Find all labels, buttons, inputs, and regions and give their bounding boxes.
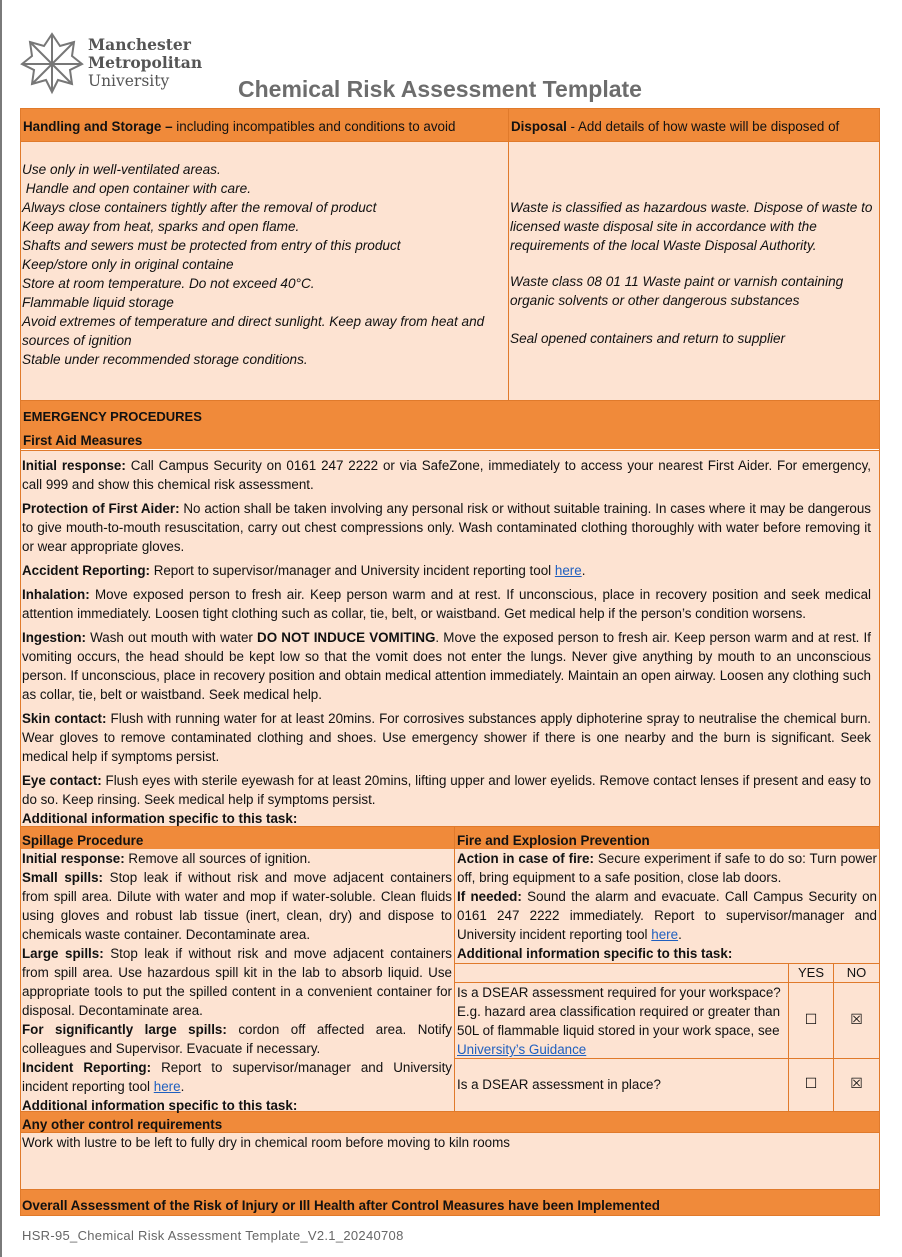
initial-response-paragraph [22, 456, 871, 494]
dsear-question-1 [455, 983, 789, 1058]
overall-assessment-heading: Overall Assessment of the Risk of Injury or Ill Health after Control Measures have been Implemented [21, 1189, 879, 1215]
no-column-header: NO [846, 965, 867, 980]
handling-line: Keep/store only in original containe [22, 257, 234, 272]
large-spills-label: Large spills: [22, 946, 104, 961]
spill-initial-label: Initial response: [22, 851, 125, 866]
handling-heading-rest: including incompatibles and conditions to avoid [172, 119, 456, 134]
dsear-question-row-1 [455, 983, 879, 1059]
accident-reporting-paragraph: Accident Reporting: Report to supervisor/manager and University incident reporting tool here. [22, 563, 586, 578]
first-aid-additional-label: Additional information specific to this task: [22, 811, 298, 826]
accident-label: Accident Reporting: [22, 563, 150, 578]
other-controls-heading: Any other control requirements [21, 1111, 879, 1132]
university-guidance-link[interactable]: University’s Guidance [457, 1042, 587, 1057]
incident-text: Report to supervisor/manager and University incident reporting tool [22, 1060, 452, 1094]
skin-text: Flush with running water for at least 20mins. For corrosives substances apply diphoterine spray to neutralise the chemical burn. Wear gloves to remove contaminated clothing and shoes. Use emergency shower if there is one nearby and the burn is significant. Seek medical help if symptoms persist. [22, 711, 872, 764]
handling-heading-bold: Handling and Storage – [23, 119, 173, 134]
fire-content [455, 849, 879, 1111]
dsear-table [455, 963, 879, 1111]
inhalation-paragraph [22, 585, 871, 623]
handling-disposal-header-row [21, 109, 879, 142]
handling-line: Keep away from heat, sparks and open flame. [22, 219, 300, 234]
significant-spills-text: cordon off affected area. Notify colleagues and Supervisor. Evacuate if necessary. [22, 1022, 452, 1056]
skin-contact-paragraph [22, 709, 871, 766]
handling-line: Shafts and sewers must be protected from entry of this product [22, 238, 401, 253]
handling-line: Avoid extremes of temperature and direct sunlight. Keep away from heat and sources of ignition [22, 314, 485, 348]
yes-column-header: YES [789, 964, 834, 982]
spillage-fire-header-row [21, 826, 879, 849]
disposal-paragraph: Waste class 08 01 11 Waste paint or varnish containing organic solvents or other dangerous substances [510, 274, 844, 308]
ingestion-label: Ingestion: [22, 630, 86, 645]
accident-reporting-link[interactable]: here [554, 563, 582, 578]
eye-label: Eye contact: [22, 773, 102, 788]
ingestion-paragraph [22, 628, 871, 704]
protection-label: Protection of First Aider: [22, 501, 180, 516]
fire-reporting-link[interactable]: here [651, 927, 679, 942]
small-spills-paragraph [22, 868, 452, 944]
handling-line: Handle and open container with care. [22, 181, 251, 196]
first-aid-content [21, 450, 879, 826]
significant-spills-paragraph [22, 1020, 452, 1058]
logo-line-3: University [88, 72, 170, 90]
inhalation-text: Move exposed person to fresh air. Keep person warm and at rest. If unconscious, place in recovery position and seek medical attention immediately. Loosen tight clothing such as collar, tie, belt, or waistband. Get medical help if the person’s condition worsens. [22, 587, 871, 621]
spill-initial-text: Remove all sources of ignition. [124, 851, 311, 866]
fire-action-text: Secure experiment if safe to do so: Turn power off, bring equipment to a safe position, close lab doors. [457, 851, 877, 885]
logo-line-2: Metropolitan [88, 53, 203, 72]
dsear-header-blank [455, 964, 789, 982]
eye-text: Flush eyes with sterile eyewash for at least 20mins, lifting upper and lower eyelids. Remove contact lenses if present and easy to do so. Keep rinsing. Seek medical help if symptoms persist. [22, 773, 872, 807]
document-footer: HSR-95_Chemical Risk Assessment Template_V2.1_20240708 [22, 1228, 404, 1243]
dsear-q1-no-checkbox[interactable]: ☒ [850, 1011, 863, 1027]
fire-action-paragraph [457, 849, 877, 887]
accident-text: Report to supervisor/manager and University incident reporting tool [149, 563, 555, 578]
assessment-table [20, 108, 880, 1216]
fire-needed-label: If needed: [457, 889, 522, 904]
fire-heading: Fire and Explosion Prevention [457, 833, 650, 848]
other-controls-content: Work with lustre to be left to fully dry in chemical room before moving to kiln rooms [21, 1132, 879, 1189]
dsear-q2-no-checkbox[interactable]: ☒ [850, 1075, 863, 1091]
handling-line: Store at room temperature. Do not exceed 40°C. [22, 276, 315, 291]
disposal-content [509, 142, 879, 400]
large-spills-text: Stop leak if without risk and move adjacent containers from spill area. Use hazardous spill kit in the lab to absorb liquid. Use appropriate tools to put the spilled content in a convenient container for disposal. Decontaminate area. [22, 946, 452, 1018]
logo-text [88, 36, 202, 90]
disposal-heading-rest: - Add details of how waste will be disposed of [566, 119, 840, 134]
ingestion-text-2: . Move the exposed person to fresh air. Keep person warm and at rest. If vomiting occurs, the head should be kept low so that the vomit does not enter the lungs. Never give anything by mouth to an unconscious person. If unconscious, place in recovery position and obtain medical attention immediately. Maintain an open airway. Loosen any clothing such as collar, tie, belt or waistband. Seek medical help. [22, 630, 871, 702]
protection-paragraph [22, 499, 871, 556]
emergency-heading: EMERGENCY PROCEDURES [23, 409, 202, 424]
incident-reporting-link[interactable]: here [153, 1079, 181, 1094]
disposal-paragraph: Waste is classified as hazardous waste. Dispose of waste to licensed waste disposal site in accordance with the requirements of the local Waste Disposal Authority. [510, 200, 873, 253]
dsear-q2-yes-checkbox[interactable]: ☐ [789, 1059, 834, 1111]
dsear-q1-yes-checkbox[interactable]: ☐ [789, 983, 834, 1058]
handling-line: Use only in well-ventilated areas. [22, 162, 221, 177]
dsear-question-1-text: Is a DSEAR assessment required for your workspace? E.g. hazard area classification required or greater than 50L of flammable liquid stored in your work space, see [457, 985, 781, 1038]
skin-label: Skin contact: [22, 711, 107, 726]
inhalation-label: Inhalation: [22, 587, 90, 602]
eye-contact-paragraph [22, 771, 871, 809]
dsear-question-row-2 [455, 1059, 879, 1111]
handling-heading [21, 109, 509, 141]
logo-line-1: Manchester [88, 35, 191, 54]
fire-needed-paragraph [457, 887, 877, 944]
emergency-header [21, 401, 879, 450]
handling-content [21, 142, 509, 400]
incident-end: . [180, 1079, 185, 1094]
fire-text-block [455, 849, 879, 963]
fire-additional-label: Additional information specific to this task: [457, 946, 733, 961]
incident-label: Incident Reporting: [22, 1060, 152, 1075]
small-spills-label: Small spills: [22, 870, 104, 885]
significant-spills-label: For significantly large spills: [22, 1022, 227, 1037]
fire-action-label: Action in case of fire: [457, 851, 594, 866]
handling-line: Flammable liquid storage [22, 295, 174, 310]
incident-reporting-paragraph [22, 1058, 452, 1096]
disposal-heading-bold: Disposal [511, 119, 567, 134]
spillage-fire-content-row [21, 849, 879, 1111]
large-spills-paragraph [22, 944, 452, 1020]
ingestion-warning: DO NOT INDUCE VOMITING [257, 630, 436, 645]
handling-line: Always close containers tightly after the removal of product [22, 200, 377, 215]
initial-response-label: Initial response: [22, 458, 126, 473]
dsear-header-row [455, 964, 879, 983]
document-title: Chemical Risk Assessment Template [238, 76, 642, 102]
fire-needed-text: Sound the alarm and evacuate. Call Campus Security on 0161 247 2222 immediately. Report to supervisor/manager and University incident reporting tool [457, 889, 877, 942]
disposal-heading [509, 109, 879, 141]
handling-line: Stable under recommended storage conditions. [22, 352, 308, 367]
disposal-paragraph: Seal opened containers and return to supplier [510, 331, 786, 346]
fire-needed-end: . [678, 927, 682, 942]
small-spills-text: Stop leak if without risk and move adjacent containers from spill area. Dilute with water and mop if water-soluble. Clean fluids using gloves and robust lab tissue (inert, clean, dry) and dispose to chemicals waste container. Decontaminate area. [22, 870, 452, 942]
spill-initial-paragraph [22, 849, 452, 868]
protection-text: No action shall be taken involving any personal risk or without suitable training. In cases where it may be dangerous to give mouth-to-mouth resuscitation, carry out chest compressions only. Wash contaminated clothing thoroughly with water before removing it or wear appropriate gloves. [22, 501, 871, 554]
spillage-content [21, 849, 455, 1111]
page-edge [0, 0, 2, 1257]
logo-mark-icon [20, 30, 84, 96]
university-logo [20, 30, 210, 100]
spillage-additional-label: Additional information specific to this task: [22, 1098, 298, 1113]
initial-response-text: Call Campus Security on 0161 247 2222 or via SafeZone, immediately to access your nearest First Aider. For emergency, call 999 and show this chemical risk assessment. [22, 458, 871, 492]
dsear-question-2: Is a DSEAR assessment in place? [455, 1059, 789, 1111]
handling-disposal-content-row [21, 142, 879, 401]
spillage-heading: Spillage Procedure [21, 827, 455, 849]
ingestion-text: Wash out mouth with water [85, 630, 258, 645]
first-aid-heading: First Aid Measures [23, 433, 143, 448]
